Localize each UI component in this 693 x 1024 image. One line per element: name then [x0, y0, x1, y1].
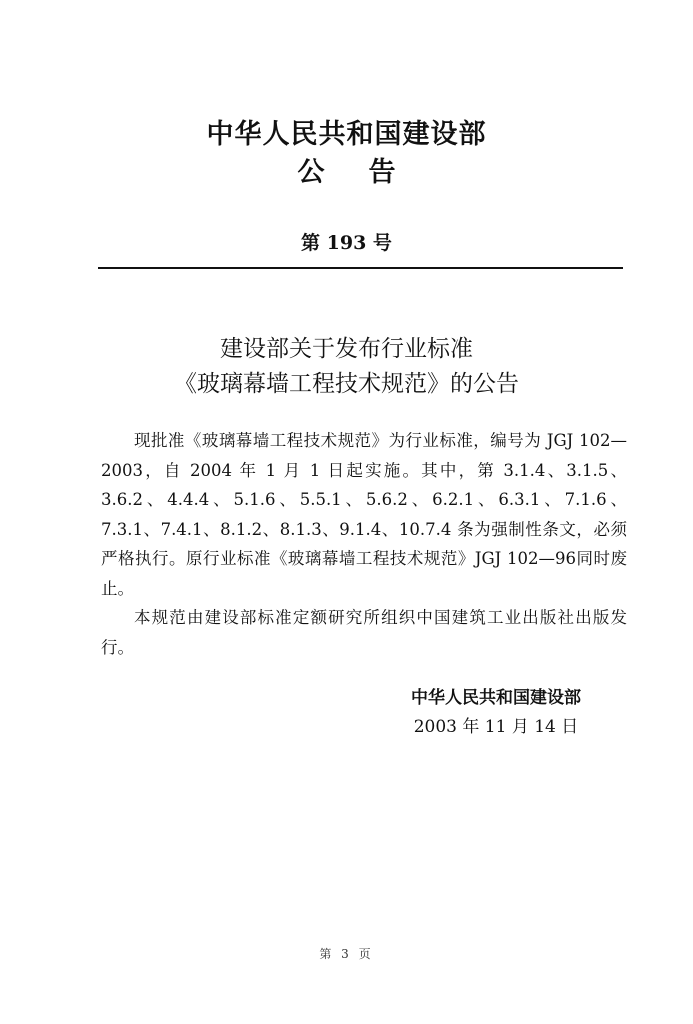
signature-date: 2003 年 11 月 14 日	[413, 717, 579, 737]
body-paragraph-2: 本规范由建设部标准定额研究所组织中国建筑工业出版社出版发行。	[101, 608, 627, 657]
notice-number: 第 193 号	[301, 232, 392, 254]
header-divider	[98, 267, 623, 269]
issuer-heading: 中华人民共和国建设部	[206, 119, 487, 150]
subject-line-2: 《玻璃幕墙工程技术规范》的公告	[174, 371, 519, 397]
page-number: 第 3 页	[319, 947, 374, 961]
body-paragraph-1: 现批准《玻璃幕墙工程技术规范》为行业标准，编号为 JGJ 102—2003，自 2004 年 1 月 1 日起实施。其中，第 3.1.4、3.1.5、3.6.2、4.4.4、5.1.6、5.5.1、5.6.2、6.2.1、6.3.1、7.1.6、7.3.1、7.4.1、8.1.2、8.1.3、9.1.4、10.7.4 条为强制性条文，必须严格执行。原行业标准《玻璃幕墙工程技术规范》JGJ 102—96同时废止。	[101, 431, 627, 598]
subject-line-1: 建设部关于发布行业标准	[220, 336, 473, 362]
signature-organization: 中华人民共和国建设部	[411, 688, 581, 708]
notice-body	[101, 426, 627, 662]
notice-title: 公告	[297, 157, 440, 188]
